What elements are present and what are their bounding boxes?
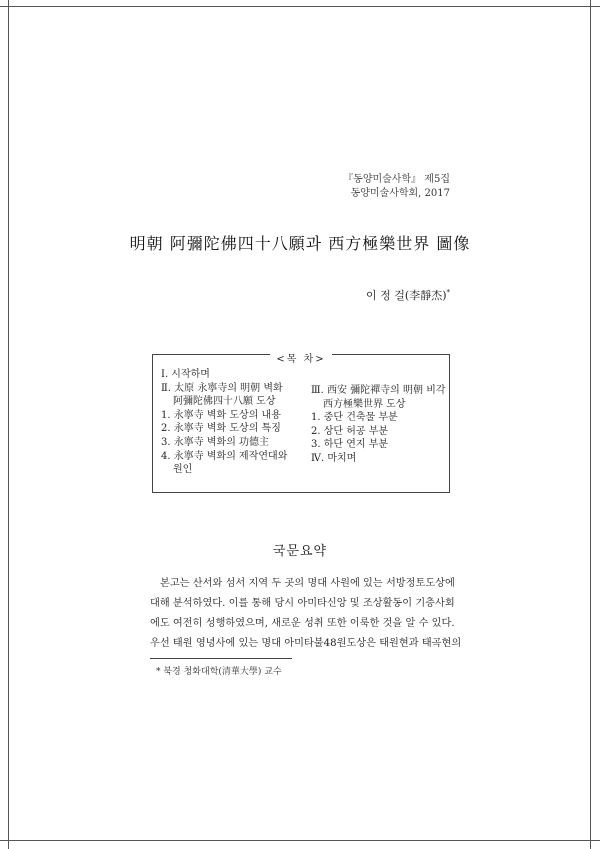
abstract-line: 우선 태원 영녕사에 있는 명대 아미타불48원도상은 태원현과 태곡현의 [150,638,462,649]
crop-frame-bottom [0,840,600,841]
toc-item: 4. 永寧寺 벽화의 제작연대와 [161,450,288,462]
journal-publisher: 동양미술사학회, 2017 [350,188,450,199]
table-of-contents [152,354,450,493]
toc-heading-wrap [153,347,449,366]
journal-info [343,173,450,201]
abstract-line: 본고는 산서와 섬서 지역 두 곳의 명대 사원에 있는 서방정토도상에 [160,578,455,589]
abstract-heading: 국문요약 [272,544,328,559]
crop-frame-right [590,0,591,849]
author [366,287,450,303]
toc-left-column [161,368,311,477]
author-footnote-mark: * [446,288,450,297]
abstract-line: 대해 분석하였다. 이를 통해 당시 아미타신앙 및 조상활동이 기층사회 [150,598,455,609]
toc-item: 원인 [173,464,193,476]
toc-item: 阿彌陀佛四十八願 도상 [173,396,276,408]
toc-item: Ⅰ. 시작하며 [161,369,210,380]
toc-item: 2. 永寧寺 벽화 도상의 특징 [161,423,281,435]
footnote-rule [150,658,292,659]
journal-issue: 『동양미술사학』 제5집 [343,174,450,185]
abstract-line: 에도 여전히 성행하였으며, 새로운 성취 또한 이룩한 것을 알 수 있다. [150,618,455,629]
toc-heading: <목 차> [270,354,331,365]
toc-item: 3. 永寧寺 벽화의 功德主 [161,436,270,448]
abstract-body [150,574,462,654]
toc-item: Ⅱ. 太原 永寧寺의 明朝 벽화 [161,382,283,394]
footnote: * 북경 청화대학(清華大學) 교수 [156,667,282,677]
paper-title: 明朝 阿彌陀佛四十八願과 西方極樂世界 圖像 [129,234,471,253]
toc-item: Ⅳ. 마치며 [311,452,357,464]
crop-frame-top [0,6,600,7]
author-name: 이 정 걸(李靜杰) [366,289,447,302]
toc-item: 1. 중단 건축물 부분 [311,412,398,424]
crop-frame-left [8,0,9,849]
toc-item: Ⅲ. 西安 彌陀禪寺의 明朝 비각 [311,385,446,396]
toc-item: 1. 永寧寺 벽화 도상의 내용 [161,409,281,421]
toc-item: 3. 하단 연지 부분 [311,439,389,451]
toc-item: 2. 상단 허공 부분 [311,425,389,437]
toc-item: 西方極樂世界 도상 [323,398,406,410]
toc-right-column [311,384,446,466]
